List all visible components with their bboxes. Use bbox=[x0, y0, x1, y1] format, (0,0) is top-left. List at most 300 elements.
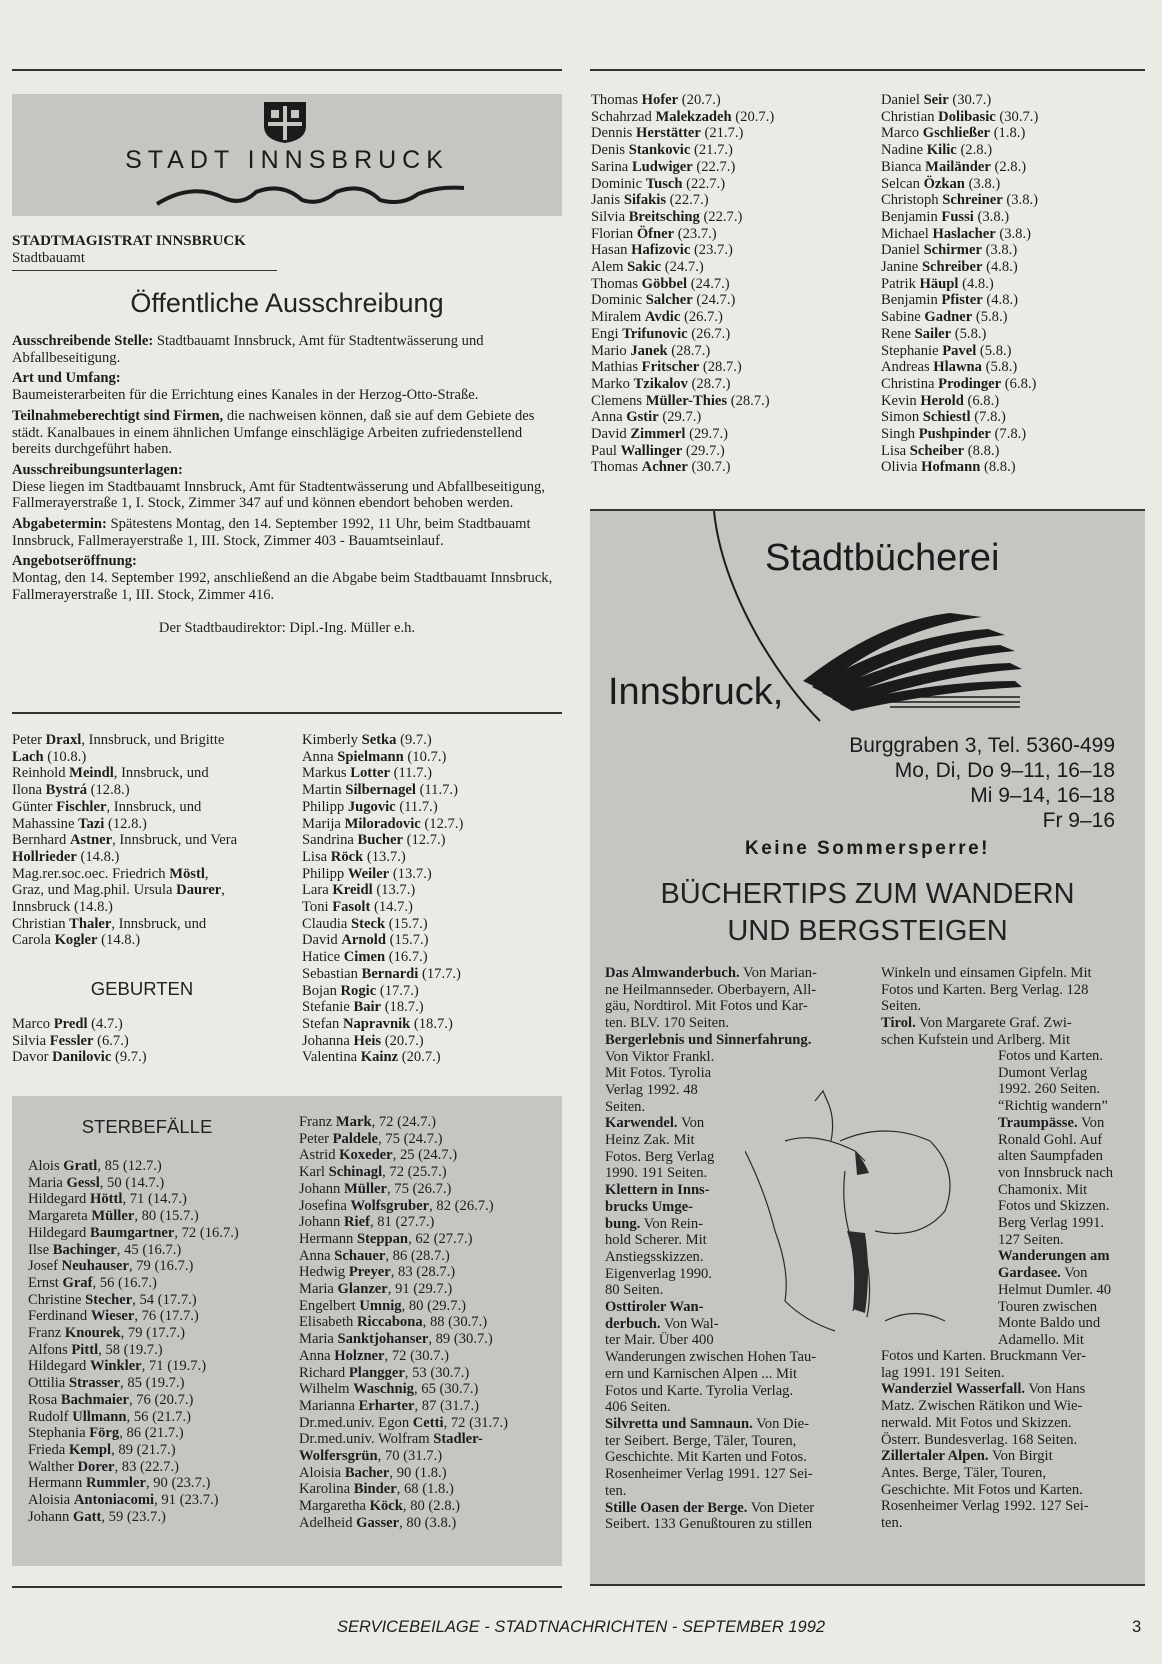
book-text: Von Margarete Graf. Zwi- bbox=[915, 1015, 1072, 1032]
book-text: Von Marian- bbox=[739, 965, 817, 981]
death-entry bbox=[28, 1509, 288, 1526]
first-name: Anna bbox=[299, 1347, 335, 1364]
birth-entry bbox=[302, 949, 562, 966]
wedding-text: Innsbruck (14.8.) bbox=[12, 899, 113, 916]
first-name: Margareta bbox=[28, 1208, 92, 1225]
death-entry bbox=[28, 1459, 288, 1476]
first-name: David bbox=[591, 426, 631, 443]
surname: Weiler bbox=[347, 865, 390, 882]
entry-date: (17.7.) bbox=[376, 982, 419, 999]
entry-date: , 91 (29.7.) bbox=[387, 1281, 453, 1298]
book-title: Bergerlebnis und Sinnerfahrung. bbox=[605, 1031, 812, 1048]
surname: Umnig bbox=[359, 1297, 402, 1314]
wedding-text: , Innsbruck, und bbox=[111, 915, 207, 932]
birth-entry bbox=[12, 1049, 282, 1066]
notice-section bbox=[12, 553, 562, 603]
first-name: Kimberly bbox=[302, 732, 362, 748]
surname: Kreidl bbox=[332, 882, 373, 899]
surname: Bystrá bbox=[45, 782, 87, 799]
entry-date: , 80 (29.7.) bbox=[401, 1297, 467, 1314]
surname: Silbernagel bbox=[345, 782, 416, 799]
birth-entry bbox=[591, 192, 861, 209]
surname: Dolibasic bbox=[938, 108, 996, 125]
death-entry bbox=[28, 1225, 288, 1242]
birth-entry bbox=[591, 276, 861, 293]
first-name: Josef bbox=[28, 1258, 62, 1275]
first-name: Hatice bbox=[302, 949, 344, 966]
book-line bbox=[998, 1232, 1143, 1249]
book-line bbox=[881, 1498, 1141, 1515]
birth-entry bbox=[881, 326, 1151, 343]
book-list-col2c bbox=[881, 1348, 1141, 1532]
book-title: Tirol. bbox=[881, 1015, 916, 1032]
death-entry bbox=[299, 1131, 559, 1148]
surname: Wolfsgruber bbox=[350, 1197, 430, 1214]
wedding-text: Ilona bbox=[12, 782, 46, 799]
surname: Trifunovic bbox=[622, 325, 688, 342]
birth-entry bbox=[591, 426, 861, 443]
first-name: Engi bbox=[591, 325, 623, 342]
library-title: Stadtbücherei bbox=[765, 537, 1000, 579]
section-label: Ausschreibende Stelle: bbox=[12, 333, 154, 349]
first-name: Patrik bbox=[881, 275, 920, 292]
hiker-sketch-illustration bbox=[745, 1081, 995, 1351]
deaths-box bbox=[12, 1096, 562, 1566]
entry-date: (26.7.) bbox=[687, 325, 731, 342]
surname: Strasser bbox=[68, 1375, 121, 1392]
first-name: Stephania bbox=[28, 1425, 90, 1442]
first-name: Singh bbox=[881, 426, 919, 443]
first-name: Marko bbox=[591, 375, 634, 392]
first-name: David bbox=[302, 932, 342, 949]
entry-date: (24.7.) bbox=[661, 259, 704, 276]
first-name: Rudolf bbox=[28, 1408, 73, 1425]
first-name: Hasan bbox=[591, 242, 632, 259]
birth-entry bbox=[881, 426, 1151, 443]
entry-date: , 59 (23.7.) bbox=[101, 1508, 166, 1525]
wedding-text: Christian bbox=[12, 915, 70, 932]
surname: Breitsching bbox=[628, 208, 700, 225]
book-line bbox=[998, 1299, 1143, 1316]
book-line bbox=[605, 998, 865, 1015]
book-text: Verlag 1992. 48 bbox=[605, 1081, 698, 1098]
surname: Kogler bbox=[54, 932, 98, 949]
death-entry bbox=[299, 1114, 559, 1131]
wedding-text: (10.8.) bbox=[43, 748, 87, 765]
death-entry bbox=[28, 1242, 288, 1259]
surname: Plangger bbox=[348, 1364, 405, 1381]
birth-entry bbox=[591, 359, 861, 376]
entry-date: (7.8.) bbox=[970, 409, 1006, 426]
book-line bbox=[605, 1466, 865, 1483]
book-line bbox=[998, 1115, 1143, 1132]
first-name: Markus bbox=[302, 765, 351, 782]
birth-entry bbox=[302, 866, 562, 883]
entry-date: (20.7.) bbox=[381, 1032, 424, 1049]
surname: Müller-Thies bbox=[645, 392, 728, 409]
first-name: Daniel bbox=[881, 242, 924, 259]
birth-entry bbox=[881, 409, 1151, 426]
book-title: Silvretta und Samnaun. bbox=[605, 1415, 753, 1432]
birth-entry bbox=[302, 749, 562, 766]
surname: Malekzadeh bbox=[655, 108, 732, 125]
entry-date: , 71 (14.7.) bbox=[122, 1191, 187, 1208]
surname: Bair bbox=[353, 999, 382, 1016]
wedding-line bbox=[12, 765, 292, 782]
first-name: Selcan bbox=[881, 175, 924, 192]
surname: Lotter bbox=[350, 765, 390, 782]
book-text: Fotos und Skizzen. bbox=[998, 1198, 1110, 1215]
surname: Ullmann bbox=[72, 1408, 127, 1425]
book-line bbox=[998, 1315, 1143, 1332]
surname: Riccabona bbox=[356, 1314, 423, 1331]
death-entry bbox=[299, 1314, 559, 1331]
first-name: Silvia bbox=[12, 1032, 50, 1049]
book-line bbox=[605, 1433, 865, 1450]
surname: Waschnig bbox=[353, 1381, 414, 1398]
first-name: Ernst bbox=[28, 1274, 63, 1291]
entry-date: (5.8.) bbox=[972, 309, 1008, 326]
birth-entry bbox=[881, 443, 1151, 460]
book-text: Von Dieter bbox=[747, 1499, 815, 1516]
surname: Bachinger bbox=[52, 1241, 117, 1258]
section-text: Stadtbauamt Innsbruck, Amt für Stadtentwässerung und Abfallbeseitigung. bbox=[12, 333, 484, 366]
death-entry bbox=[28, 1342, 288, 1359]
birth-entry bbox=[591, 209, 861, 226]
book-text: Monte Baldo und bbox=[998, 1315, 1101, 1332]
first-name: Engelbert bbox=[299, 1297, 360, 1314]
surname: Jugovic bbox=[347, 798, 396, 815]
book-text: ter Seibert. Berge, Täler, Touren, bbox=[605, 1432, 797, 1449]
entry-date: (28.7.) bbox=[667, 342, 711, 359]
book-text: Heinz Zak. Mit bbox=[605, 1132, 695, 1149]
death-entry bbox=[299, 1398, 559, 1415]
entry-date: (28.7.) bbox=[687, 375, 731, 392]
section-text: Spätestens Montag, den 14. September 1992, 11 Uhr, beim Stadtbauamt Innsbruck, Fallmerayerstraße 1, III. Stock, Zimmer 403 - Bauamtseinlauf. bbox=[12, 516, 531, 549]
wedding-line bbox=[12, 832, 292, 849]
book-line bbox=[881, 1398, 1141, 1415]
library-advert bbox=[590, 509, 1145, 1586]
entry-date: (29.7.) bbox=[658, 409, 702, 426]
birth-entry bbox=[881, 309, 1151, 326]
book-line bbox=[605, 1399, 865, 1416]
wedding-line bbox=[12, 866, 292, 883]
first-name: Maria bbox=[299, 1331, 338, 1348]
entry-date: (21.7.) bbox=[690, 142, 733, 159]
birth-entry bbox=[302, 899, 562, 916]
section-label: Ausschreibungsunterlagen: bbox=[12, 461, 183, 478]
first-name: Mathias bbox=[591, 359, 642, 376]
entry-date: (20.7.) bbox=[678, 92, 721, 108]
surname: Gasser bbox=[356, 1514, 400, 1531]
library-notice: Keine Sommersperre! bbox=[745, 838, 990, 859]
notice-sections bbox=[12, 333, 562, 604]
first-name: Valentina bbox=[302, 1049, 361, 1066]
book-text: von Innsbruck nach bbox=[998, 1164, 1114, 1181]
first-name: Frieda bbox=[28, 1441, 69, 1458]
first-name: Davor bbox=[12, 1049, 53, 1066]
birth-entry bbox=[12, 1016, 282, 1033]
book-text: 406 Seiten. bbox=[605, 1399, 671, 1416]
entry-date: (7.8.) bbox=[990, 426, 1027, 443]
entry-date: (4.8.) bbox=[958, 275, 994, 292]
first-name: Ottilia bbox=[28, 1375, 69, 1392]
book-text: Winkeln und einsamen Gipfeln. Mit bbox=[881, 965, 1092, 981]
book-line bbox=[881, 1415, 1141, 1432]
entry-date: (11.7.) bbox=[389, 765, 432, 782]
book-title: Gardasee. bbox=[998, 1265, 1061, 1282]
first-name: Thomas bbox=[591, 459, 642, 476]
entry-date: , 68 (1.8.) bbox=[396, 1481, 454, 1498]
surname: Höttl bbox=[90, 1191, 123, 1208]
entry-date: , 25 (24.7.) bbox=[392, 1147, 458, 1164]
first-name: Olivia bbox=[881, 459, 922, 476]
surname: Tusch bbox=[645, 175, 683, 192]
surname: Schiestl bbox=[922, 409, 971, 426]
surname: Ludwiger bbox=[631, 158, 693, 175]
book-line bbox=[605, 1416, 865, 1433]
surname: Köck bbox=[369, 1498, 403, 1515]
surname: Gschließer bbox=[922, 125, 991, 142]
surname: Knourek bbox=[64, 1325, 121, 1342]
first-name: Dennis bbox=[591, 125, 636, 142]
book-text: alten Saumpfaden bbox=[998, 1148, 1103, 1165]
book-text: Geschichte. Mit Fotos und Karten. bbox=[881, 1481, 1083, 1498]
book-line bbox=[605, 965, 865, 982]
entry-date: (15.7.) bbox=[385, 932, 429, 949]
surname: Miloradovic bbox=[344, 815, 421, 832]
surname: Fasolt bbox=[332, 899, 371, 916]
entry-date: , 75 (24.7.) bbox=[378, 1130, 443, 1147]
surname: Özkan bbox=[923, 175, 965, 192]
wedding-text: Reinhold bbox=[12, 765, 70, 782]
book-text: Berg Verlag 1991. bbox=[998, 1215, 1105, 1232]
first-name: Andreas bbox=[881, 359, 934, 376]
first-name: Walther bbox=[28, 1458, 78, 1475]
death-entry bbox=[28, 1425, 288, 1442]
wedding-text: , Innsbruck, und Brigitte bbox=[81, 732, 225, 748]
book-text: Eigenverlag 1990. bbox=[605, 1265, 712, 1282]
death-entry bbox=[299, 1348, 559, 1365]
wedding-line bbox=[12, 932, 292, 949]
book-text: Von Viktor Frankl. bbox=[605, 1048, 715, 1065]
entry-date: , 58 (19.7.) bbox=[98, 1341, 163, 1358]
birth-entry bbox=[881, 192, 1151, 209]
first-name: Maria bbox=[28, 1174, 67, 1191]
first-name: Janis bbox=[591, 192, 624, 209]
entry-date: (3.8.) bbox=[973, 208, 1010, 225]
first-name: Adelheid bbox=[299, 1514, 357, 1531]
first-name: Nadine bbox=[881, 142, 927, 159]
birth-entry bbox=[302, 1049, 562, 1066]
birth-entry bbox=[302, 916, 562, 933]
first-name: Marija bbox=[302, 815, 345, 832]
book-line bbox=[998, 1048, 1143, 1065]
entry-date: , 56 (21.7.) bbox=[126, 1408, 191, 1425]
entry-date: , 89 (21.7.) bbox=[111, 1441, 176, 1458]
death-entry bbox=[299, 1498, 559, 1515]
entry-date: , 86 (28.7.) bbox=[385, 1247, 450, 1264]
birth-entry bbox=[591, 343, 861, 360]
top-rule-left bbox=[12, 69, 562, 71]
first-name: Stefanie bbox=[302, 999, 354, 1016]
first-name: Margaretha bbox=[299, 1498, 370, 1515]
death-entry bbox=[299, 1415, 559, 1432]
surname: Steck bbox=[351, 915, 386, 932]
birth-entry bbox=[302, 832, 562, 849]
book-line bbox=[881, 1381, 1141, 1398]
entry-date: (12.7.) bbox=[402, 832, 446, 849]
birth-entry bbox=[881, 226, 1151, 243]
dept-name: Stadtbauamt bbox=[12, 250, 277, 271]
first-name: Clemens bbox=[591, 392, 646, 409]
surname: Pittl bbox=[71, 1341, 99, 1358]
death-entry bbox=[299, 1431, 559, 1448]
surname: Müller bbox=[344, 1180, 387, 1197]
first-name: Sabine bbox=[881, 309, 925, 326]
wedding-text: (14.8.) bbox=[97, 932, 141, 949]
wedding-text: Graz, und Mag.phil. Ursula bbox=[12, 882, 177, 899]
birth-entry bbox=[302, 782, 562, 799]
first-name: Alois bbox=[28, 1158, 64, 1174]
surname: Schirmer bbox=[923, 242, 982, 259]
surname: Fischler bbox=[56, 798, 107, 815]
birth-entry bbox=[881, 259, 1151, 276]
death-entry bbox=[299, 1147, 559, 1164]
entry-date: (21.7.) bbox=[700, 125, 744, 142]
entry-date: , 80 (2.8.) bbox=[402, 1498, 461, 1515]
book-line bbox=[998, 1215, 1143, 1232]
first-name: Anna bbox=[299, 1247, 335, 1264]
birth-entry bbox=[881, 359, 1151, 376]
first-name: Stephanie bbox=[881, 342, 943, 359]
first-name: Franz bbox=[28, 1325, 65, 1342]
surname: Schinagl bbox=[328, 1164, 383, 1181]
surname: Fessler bbox=[49, 1032, 94, 1049]
first-name: Benjamin bbox=[881, 208, 942, 225]
book-title: Das Almwanderbuch. bbox=[605, 965, 740, 981]
surname: Baumgartner bbox=[90, 1224, 175, 1241]
book-title: Osttiroler Wan- bbox=[605, 1299, 704, 1316]
birth-entry bbox=[881, 459, 1151, 476]
entry-date: (8.8.) bbox=[964, 442, 1000, 459]
surname: Lach bbox=[12, 748, 44, 765]
book-text: Von bbox=[677, 1115, 705, 1132]
book-line bbox=[998, 1332, 1143, 1349]
birth-entry bbox=[591, 109, 861, 126]
entry-date: , 72 (31.7.) bbox=[443, 1414, 509, 1431]
entry-date: (4.8.) bbox=[982, 292, 1018, 309]
book-line bbox=[605, 1366, 865, 1383]
first-name: Marco bbox=[12, 1016, 54, 1032]
book-text: Mit Fotos. Tyrolia bbox=[605, 1065, 712, 1082]
death-entry bbox=[299, 1481, 559, 1498]
book-title: Wanderziel Wasserfall. bbox=[881, 1381, 1026, 1398]
birth-entry bbox=[302, 765, 562, 782]
river-wave-icon bbox=[152, 176, 472, 212]
first-name: Dominic bbox=[591, 175, 646, 192]
entry-date: , 72 (16.7.) bbox=[174, 1224, 239, 1241]
book-line bbox=[998, 1165, 1143, 1182]
death-entry bbox=[28, 1492, 288, 1509]
death-entry bbox=[299, 1198, 559, 1215]
surname: Steppan bbox=[356, 1230, 409, 1247]
book-line bbox=[881, 1515, 1141, 1532]
entry-date: , 62 (27.7.) bbox=[408, 1230, 473, 1247]
entry-date: , 72 (25.7.) bbox=[382, 1164, 447, 1181]
first-name: Sandrina bbox=[302, 832, 358, 849]
first-name: Christine bbox=[28, 1291, 86, 1308]
entry-date: (12.7.) bbox=[420, 815, 464, 832]
birth-entry bbox=[302, 816, 562, 833]
footer-text: SERVICEBEILAGE - STADTNACHRICHTEN - SEPTEMBER 1992 bbox=[336, 1618, 826, 1636]
death-entry bbox=[299, 1331, 559, 1348]
entry-date: , 54 (17.7.) bbox=[132, 1291, 197, 1308]
entry-date: (20.7.) bbox=[398, 1049, 441, 1066]
wedding-text: Mahassine bbox=[12, 815, 79, 832]
birth-entry bbox=[591, 125, 861, 142]
first-name: Benjamin bbox=[881, 292, 942, 309]
death-entry bbox=[28, 1158, 288, 1175]
death-entry bbox=[299, 1365, 559, 1382]
book-line bbox=[605, 1032, 865, 1049]
first-name: Janine bbox=[881, 259, 922, 276]
book-list-col2a bbox=[881, 965, 1141, 1049]
first-name: Peter bbox=[299, 1130, 333, 1147]
book-line bbox=[998, 1182, 1143, 1199]
surname: Mark bbox=[335, 1114, 372, 1130]
entry-date: (4.7.) bbox=[87, 1016, 123, 1032]
entry-date: (13.7.) bbox=[363, 848, 406, 865]
entry-date: (24.7.) bbox=[692, 292, 736, 309]
entry-date: (28.7.) bbox=[727, 392, 770, 409]
book-text: Fotos. Berg Verlag bbox=[605, 1148, 715, 1165]
surname: Wallinger bbox=[620, 442, 683, 459]
book-text: ten. bbox=[605, 1482, 627, 1499]
surname: Daurer bbox=[176, 882, 222, 899]
surname: Förg bbox=[89, 1425, 120, 1442]
surname: Koxeder bbox=[339, 1147, 393, 1164]
book-line bbox=[605, 1065, 865, 1082]
surname: Seir bbox=[923, 92, 949, 108]
book-text: Von Hans bbox=[1025, 1381, 1086, 1398]
book-line bbox=[605, 1516, 865, 1533]
entry-date: (3.8.) bbox=[1002, 192, 1039, 209]
death-entry bbox=[299, 1231, 559, 1248]
first-name: Rene bbox=[881, 325, 915, 342]
first-name: Wilhelm bbox=[299, 1381, 354, 1398]
birth-entry bbox=[881, 276, 1151, 293]
birth-entry bbox=[881, 376, 1151, 393]
book-title: brucks Umge- bbox=[605, 1198, 693, 1215]
book-line bbox=[881, 1482, 1141, 1499]
wedding-text: (12.8.) bbox=[104, 815, 147, 832]
birth-entry bbox=[881, 125, 1151, 142]
death-entry bbox=[299, 1448, 559, 1465]
birth-entry bbox=[591, 326, 861, 343]
first-name: Johann bbox=[299, 1180, 344, 1197]
book-line bbox=[605, 1449, 865, 1466]
surname: Wolfersgrün bbox=[299, 1448, 378, 1465]
surname: Draxl bbox=[45, 732, 82, 748]
first-name: Sarina bbox=[591, 158, 632, 175]
surname: Zimmerl bbox=[630, 426, 686, 443]
book-text: Fotos und Karten. Bruckmann Ver- bbox=[881, 1348, 1086, 1364]
birth-entry bbox=[591, 159, 861, 176]
surname: Winkler bbox=[90, 1358, 142, 1375]
death-entry bbox=[28, 1409, 288, 1426]
first-name: Silvia bbox=[591, 208, 629, 225]
